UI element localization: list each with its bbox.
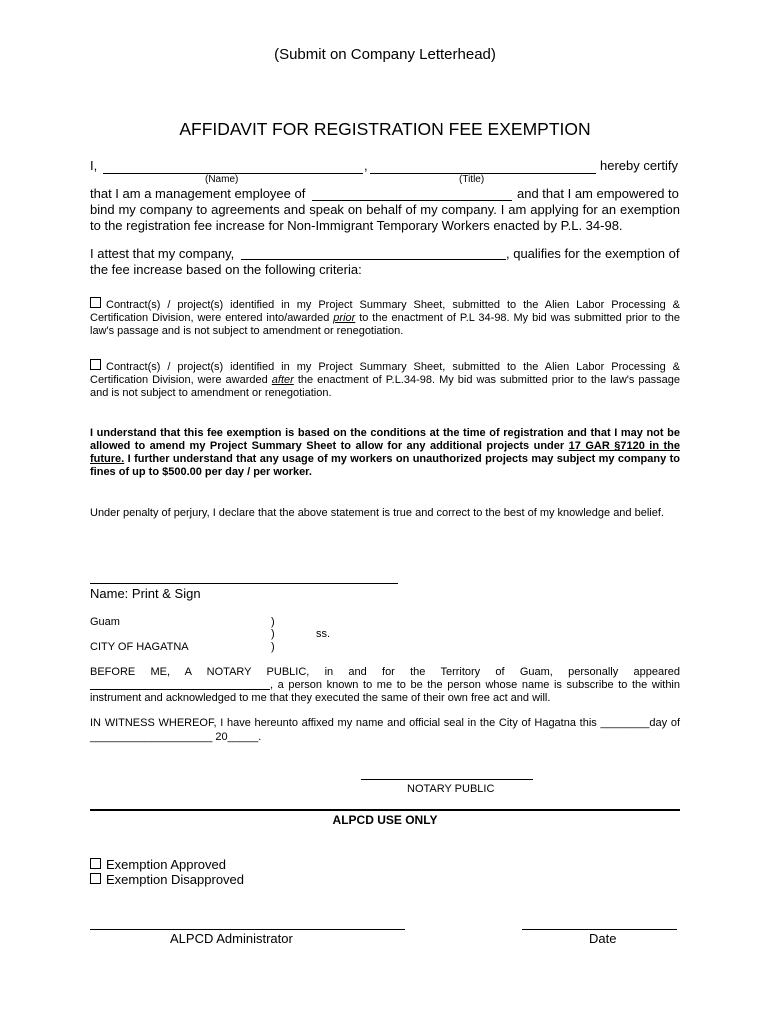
understand-statement: I understand that this fee exemption is based on the conditions at the time of registration and that I may not be allowed to amend my Project Summary Sheet to allow for any additional projects under 17 GAR §7120 in the future. I further understand that any usage of my workers on unauthorized projects may subject my company to fines of up to $500.00 per day / per worker.	[90, 427, 681, 478]
signature-label: Name: Print & Sign	[90, 586, 201, 601]
approved-checkbox[interactable]	[90, 858, 101, 869]
date-line[interactable]	[522, 929, 677, 930]
date-label: Date	[589, 931, 617, 946]
witness-line2: ____________________ 20_____.	[90, 731, 262, 743]
attest-start: I attest that my company,	[90, 246, 235, 261]
attest-line2: the fee increase based on the following criteria:	[90, 262, 362, 277]
perjury-statement: Under penalty of perjury, I declare that the above statement is true and correct to the best of my knowledge and belief.	[90, 507, 664, 519]
criterion-prior-checkbox[interactable]	[90, 297, 101, 308]
attest-end: , qualifies for the exemption of	[506, 246, 680, 261]
signature-line[interactable]	[90, 583, 398, 584]
title-caption: (Title)	[459, 174, 485, 185]
venue-city: CITY OF HAGATNA	[90, 641, 189, 653]
option-disapproved: Exemption Disapproved	[90, 872, 244, 887]
certify-line2-start: that I am a management employee of	[90, 186, 306, 201]
page-title: AFFIDAVIT FOR REGISTRATION FEE EXEMPTION	[179, 119, 591, 139]
admin-label: ALPCD Administrator	[170, 931, 293, 946]
venue-ss: ss.	[316, 628, 331, 640]
witness-line1: IN WITNESS WHEREOF, I have hereunto affixed my name and official seal in the City of Hagatna this ________day of	[90, 717, 680, 729]
before-me-line2: , a person known to me to be the person whose name is subscribe to the within	[270, 679, 680, 691]
venue-paren-3: )	[271, 641, 275, 653]
alpcd-heading: ALPCD USE ONLY	[332, 813, 438, 827]
before-me-line3: instrument and acknowledged to me that they executed the same of their own free act and will.	[90, 692, 551, 704]
company-field[interactable]	[312, 200, 512, 201]
notary-label: NOTARY PUBLIC	[407, 783, 495, 795]
venue-paren-2: )	[271, 628, 275, 640]
option-approved: Exemption Approved	[90, 857, 226, 872]
disapproved-checkbox[interactable]	[90, 873, 101, 884]
before-me-line1: BEFORE ME, A NOTARY PUBLIC, in and for the Territory of Guam, personally appeared	[90, 666, 680, 678]
criterion-after-checkbox[interactable]	[90, 359, 101, 370]
admin-signature-line[interactable]	[90, 929, 405, 930]
certify-prefix: I,	[90, 158, 98, 173]
alpcd-divider	[90, 809, 680, 811]
venue-guam: Guam	[90, 616, 120, 628]
letterhead-note: (Submit on Company Letterhead)	[274, 46, 496, 63]
criterion-after: Contract(s) / project(s) identified in my Project Summary Sheet, submitted to the Alien Labor Processing & Certification Division, were awarded after the enactment of P.L.34-98. My bid was submitted prior to the law's passage and is not subject to amendment or renegotiation.	[90, 361, 680, 399]
name-caption: (Name)	[205, 174, 239, 185]
certify-line2-end: and that I am empowered to	[517, 186, 679, 201]
certify-comma: ,	[364, 158, 368, 173]
certify-suffix: hereby certify	[600, 158, 679, 173]
criterion-prior: Contract(s) / project(s) identified in my Project Summary Sheet, submitted to the Alien Labor Processing & Certification Division, were entered into/awarded prior to the enactment of P.L 34-98. My bid was submitted prior to the law's passage and is not subject to amendment or renegotiation.	[90, 299, 680, 337]
notary-signature-line[interactable]	[361, 779, 533, 780]
venue-paren-1: )	[271, 616, 275, 628]
certify-rest: bind my company to agreements and speak on behalf of my company. I am applying for an exemption to the registration fee increase for Non-Immigrant Temporary Workers enacted by P.L. 34-98.	[90, 202, 680, 233]
appeared-name-field[interactable]	[90, 689, 270, 690]
company-name-field[interactable]	[241, 259, 506, 260]
